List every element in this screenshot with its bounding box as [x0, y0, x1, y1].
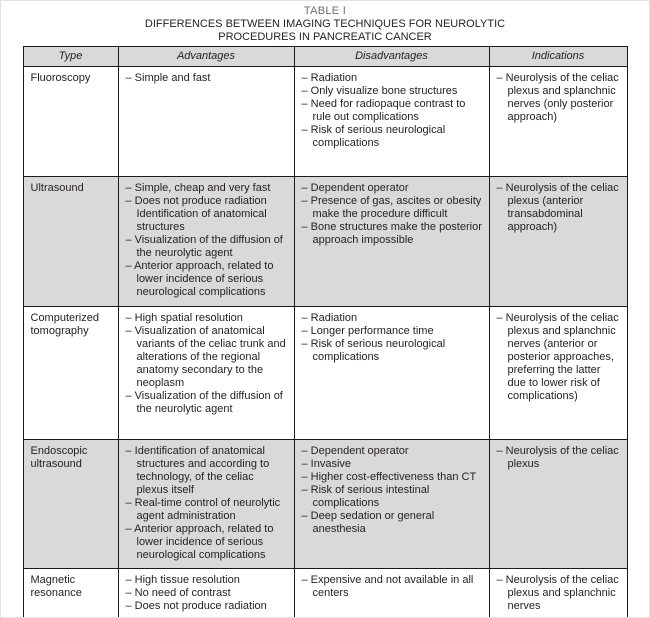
- bullet-item: – Only visualize bone structures: [301, 85, 458, 97]
- bullet-item: – Neurolysis of the celiac plexus and splanchnic nerves: [496, 574, 619, 612]
- bullet-item: – Need for radiopaque contrast to rule out complications: [301, 98, 466, 123]
- bullet-item: – Longer performance time: [301, 325, 434, 337]
- bullet-item: – Real-time control of neurolytic agent administration: [125, 497, 281, 522]
- indications-cell: [489, 569, 627, 618]
- advantages-cell: [118, 440, 294, 569]
- bullet-item: – Invasive: [301, 458, 352, 470]
- advantages-cell: [118, 569, 294, 618]
- bullet-item: – Radiation: [301, 312, 358, 324]
- bullet-item: – Dependent operator: [301, 445, 409, 457]
- indications-cell: [489, 177, 627, 307]
- bullet-item: – Presence of gas, ascites or obesity make the procedure difficult: [301, 195, 482, 220]
- bullet-item: – High tissue resolution: [125, 574, 240, 586]
- disadvantages-cell: [294, 569, 489, 618]
- table-header-row: [23, 47, 627, 67]
- bullet-item: – Anterior approach, related to lower incidence of serious neurological complications: [125, 260, 274, 298]
- bullet-item: – Simple and fast: [125, 72, 211, 84]
- imaging-techniques-table: [23, 46, 628, 618]
- table-row: [23, 177, 627, 307]
- type-cell: Endoscopic ultrasound: [23, 440, 118, 569]
- bullet-item: – Anterior approach, related to lower incidence of serious neurological complications: [125, 523, 274, 561]
- indications-cell: [489, 440, 627, 569]
- indications-cell: [489, 67, 627, 177]
- disadvantages-cell: [294, 67, 489, 177]
- advantages-cell: [118, 307, 294, 440]
- bullet-item: – No need of contrast: [125, 587, 231, 599]
- bullet-item: – Neurolysis of the celiac plexus and splanchnic nerves (only posterior approach): [496, 72, 619, 123]
- table-row: [23, 67, 627, 177]
- disadvantages-cell: [294, 177, 489, 307]
- bullet-item: – Simple, cheap and very fast: [125, 182, 271, 194]
- table-row: [23, 569, 627, 618]
- bullet-item: Identification of anatomical structures: [136, 208, 267, 233]
- disadvantages-cell: [294, 440, 489, 569]
- type-cell: Magnetic resonance: [23, 569, 118, 618]
- table-title: DIFFERENCES BETWEEN IMAGING TECHNIQUES FOR NEUROLYTIC PROCEDURES IN PANCREATIC CANCER: [144, 18, 506, 43]
- bullet-item: – Dependent operator: [301, 182, 409, 194]
- bullet-item: – Expensive and not available in all centers: [301, 574, 474, 599]
- bullet-item: – Higher cost-effectiveness than CT: [301, 471, 477, 483]
- table-number-label: TABLE I: [303, 5, 347, 17]
- bullet-item: – Risk of serious intestinal complications: [301, 484, 430, 509]
- bullet-item: – Bone structures make the posterior approach impossible: [301, 221, 482, 246]
- bullet-item: – Identification of anatomical structures and according to technology, of the celiac plexus itself: [125, 445, 270, 496]
- table-caption: [1, 1, 649, 44]
- bullet-item: – Risk of serious neurological complications: [301, 124, 446, 149]
- bullet-item: – Deep sedation or general anesthesia: [301, 510, 435, 535]
- table-row: [23, 440, 627, 569]
- advantages-cell: [118, 67, 294, 177]
- bullet-item: – Does not produce radiation: [125, 600, 267, 612]
- bullet-item: – Neurolysis of the celiac plexus and splanchnic nerves (anterior or posterior approaches, preferring the latter due to lower risk of complications): [496, 312, 619, 402]
- column-header-indications: Indications: [489, 47, 627, 67]
- type-cell: Computerized tomography: [23, 307, 118, 440]
- column-header-type: Type: [23, 47, 118, 67]
- column-header-disadvantages: Disadvantages: [294, 47, 489, 67]
- bullet-item: – Does not produce radiation: [125, 195, 267, 207]
- table-row: [23, 307, 627, 440]
- bullet-item: – Neurolysis of the celiac plexus (anterior transabdominal approach): [496, 182, 619, 233]
- bullet-item: – Radiation: [301, 72, 358, 84]
- bullet-item: – Visualization of anatomical variants of the celiac trunk and alterations of the regional anatomy secondary to the neoplasm: [125, 325, 286, 389]
- bullet-item: – Visualization of the diffusion of the neurolytic agent: [125, 234, 283, 259]
- indications-cell: [489, 307, 627, 440]
- column-header-advantages: Advantages: [118, 47, 294, 67]
- bullet-item: – Neurolysis of the celiac plexus: [496, 445, 619, 470]
- type-cell: Fluoroscopy: [23, 67, 118, 177]
- bullet-item: – High spatial resolution: [125, 312, 243, 324]
- disadvantages-cell: [294, 307, 489, 440]
- advantages-cell: [118, 177, 294, 307]
- type-cell: Ultrasound: [23, 177, 118, 307]
- bullet-item: – Risk of serious neurological complications: [301, 338, 446, 363]
- bullet-item: – Visualization of the diffusion of the neurolytic agent: [125, 390, 283, 415]
